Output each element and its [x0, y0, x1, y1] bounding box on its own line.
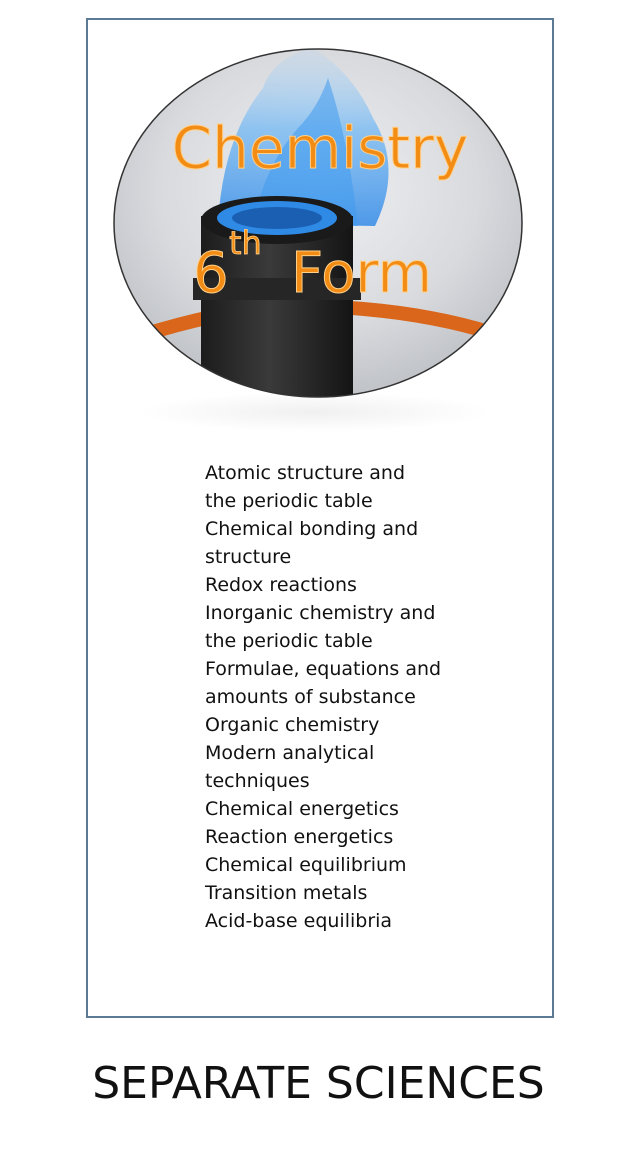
topic-line: Formulae, equations and [205, 658, 442, 680]
topic-line: Redox reactions [205, 574, 357, 596]
topic-line: Transition metals [205, 882, 368, 904]
topic-line: structure [205, 546, 292, 568]
badge-title-word: Form [291, 241, 433, 306]
topic-line: Inorganic chemistry and [205, 602, 436, 624]
topic-line: techniques [205, 770, 310, 792]
topic-line: Reaction energetics [205, 826, 394, 848]
topic-line: Chemical equilibrium [205, 854, 407, 876]
topic-line: Atomic structure and [205, 462, 406, 484]
topic-line: Chemical energetics [205, 798, 399, 820]
badge-title-line1: Chemistry [171, 114, 469, 182]
topic-line: the periodic table [205, 490, 373, 512]
topic-line: Modern analytical [205, 742, 375, 764]
chemistry-badge [113, 48, 523, 400]
page-title: SEPARATE SCIENCES [92, 1058, 545, 1109]
topic-line: Organic chemistry [205, 714, 380, 736]
topic-line: amounts of substance [205, 686, 416, 708]
topic-line: Chemical bonding and [205, 518, 419, 540]
badge-title-number: 6 [193, 241, 229, 306]
badge-title-superscript: th [229, 224, 262, 262]
topic-line: the periodic table [205, 630, 373, 652]
topic-list [205, 459, 465, 935]
topic-line: Acid-base equilibria [205, 910, 393, 932]
